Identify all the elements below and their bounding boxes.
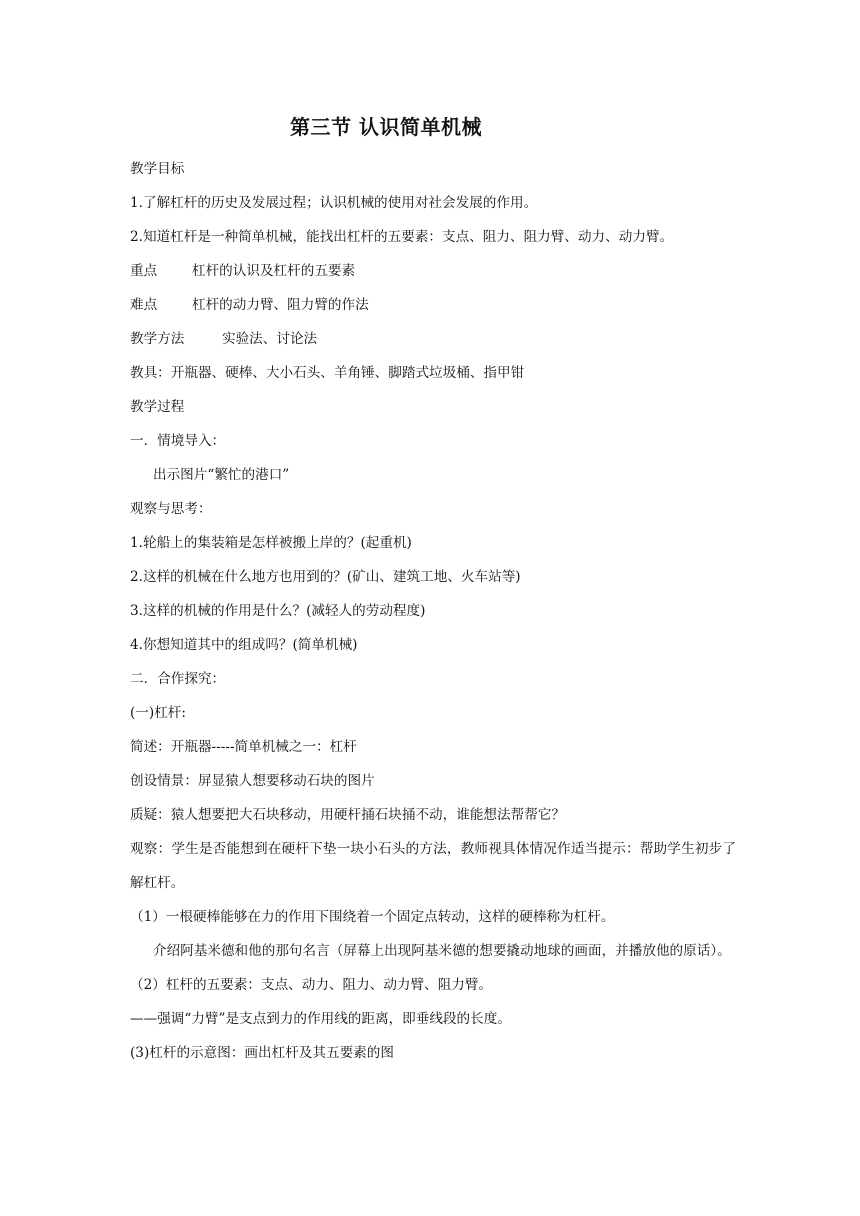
scenario: 创设情景：屏显猿人想要移动石块的图片 — [130, 773, 375, 789]
observation-paragraph: 观察：学生是否能想到在硬杆下垫一块小石头的方法，教师视具体情况作适当提示：帮助学生初步了解杠杆。 — [130, 841, 736, 891]
difficulty — [130, 288, 736, 322]
lever-definition: （1）一根硬棒能够在力的作用下围绕着一个固定点转动，这样的硬棒称为杠杆。 — [130, 909, 615, 925]
goal-1: 1.了解杠杆的历史及发展过程；认识机械的使用对社会发展的作用。 — [130, 195, 538, 211]
key-point-label: 重点 — [130, 263, 158, 279]
difficulty-label: 难点 — [130, 297, 158, 313]
teaching-method-value: 实验法、讨论法 — [222, 331, 318, 347]
teaching-method — [130, 322, 736, 356]
page-title: 第三节 认识简单机械 — [290, 115, 482, 139]
question-prompt: 质疑：猿人想要把大石块移动，用硬杆捅石块捅不动，谁能想法帮帮它？ — [130, 807, 565, 823]
arm-emphasis: ——强调“力臂”是支点到力的作用线的距离，即垂线段的长度。 — [130, 1011, 511, 1027]
section-heading-1: 一．情境导入： — [130, 433, 226, 449]
key-point — [130, 254, 736, 288]
goals-heading: 教学目标 — [130, 161, 185, 177]
teaching-tools: 教具：开瓶器、硬棒、大小石头、羊角锤、脚踏式垃圾桶、指甲钳 — [130, 365, 525, 381]
key-point-value: 杠杆的认识及杠杆的五要素 — [192, 263, 356, 279]
observe-think: 观察与思考： — [130, 501, 212, 517]
subsection-lever: (一)杠杆: — [130, 705, 186, 721]
goal-2: 2.知道杠杆是一种简单机械，能找出杠杆的五要素：支点、阻力、阻力臂、动力、动力臂。 — [130, 229, 674, 245]
question-item: 4.你想知道其中的组成吗？(简单机械) — [130, 637, 358, 653]
difficulty-value: 杠杆的动力臂、阻力臂的作法 — [192, 297, 369, 313]
five-elements: （2）杠杆的五要素：支点、动力、阻力、动力臂、阻力臂。 — [130, 977, 493, 993]
process-heading: 教学过程 — [130, 399, 185, 415]
question-item: 1.轮船上的集装箱是怎样被搬上岸的？(起重机) — [130, 535, 412, 551]
question-item: 2.这样的机械在什么地方也用到的？(矿山、建筑工地、火车站等) — [130, 569, 521, 585]
teaching-method-label: 教学方法 — [130, 331, 185, 347]
brief-statement: 简述：开瓶器-----简单机械之一：杠杆 — [130, 739, 357, 755]
question-item: 3.这样的机械的作用是什么？(减轻人的劳动程度) — [130, 603, 426, 619]
archimedes-paragraph: 介绍阿基米德和他的那句名言（屏幕上出现阿基米德的想要撬动地球的画面，并播放他的原话）。 — [153, 943, 731, 959]
document-body — [130, 152, 736, 1070]
show-picture: 出示图片“繁忙的港口” — [153, 467, 290, 483]
section-heading-2: 二．合作探究： — [130, 671, 226, 687]
lever-diagram-note: (3)杠杆的示意图：画出杠杆及其五要素的图 — [130, 1045, 394, 1061]
